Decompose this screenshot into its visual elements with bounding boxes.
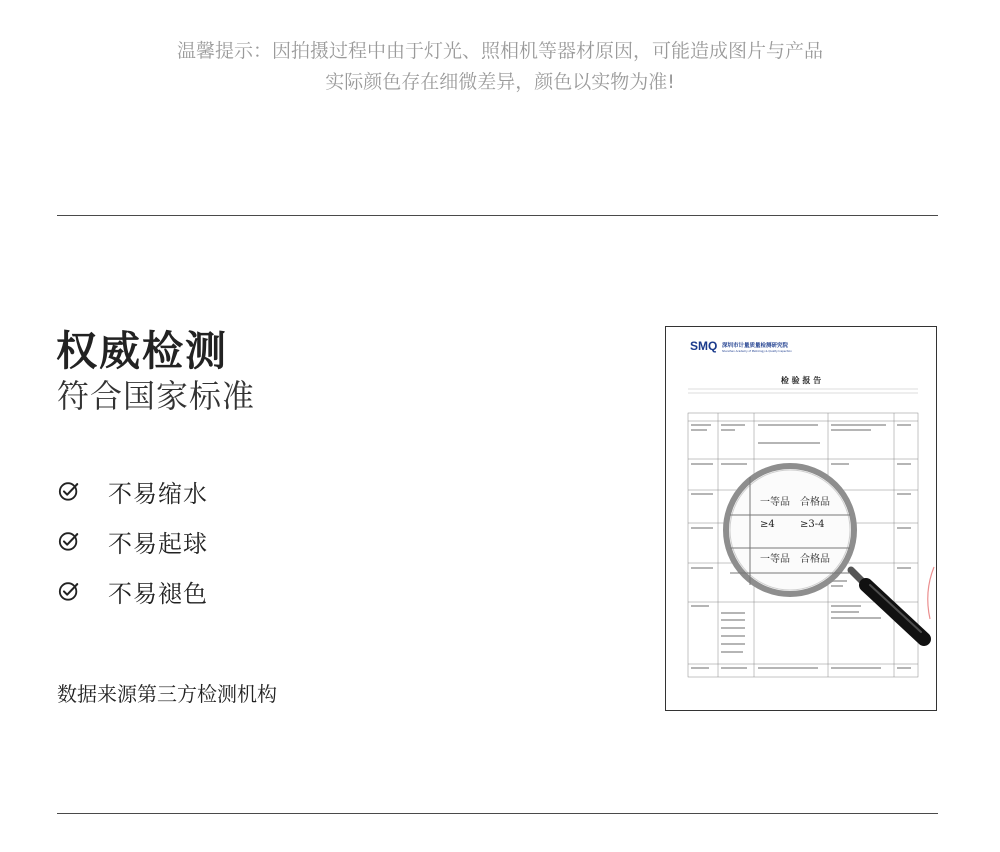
feature-item — [58, 516, 208, 566]
red-stamp — [928, 567, 934, 619]
inspection-report-image — [665, 326, 937, 711]
divider-top — [57, 215, 938, 216]
check-circle-icon — [58, 530, 80, 552]
magnified-grade-4: 合格品 — [800, 554, 830, 565]
section-subtitle: 符合国家标准 — [57, 377, 256, 415]
magnified-grade-2: 合格品 — [800, 497, 830, 508]
report-institute: 深圳市计量质量检测研究院 — [722, 343, 789, 349]
feature-label: 不易褪色 — [108, 579, 208, 608]
notice-line-2: 实际颜色存在细微差异，颜色以实物为准! — [325, 71, 675, 93]
feature-list — [58, 466, 208, 616]
magnifier-icon — [726, 466, 924, 639]
report-heading: 检 验 报 告 — [780, 376, 822, 385]
notice-line-1: 温馨提示：因拍摄过程中由于灯光、照相机等器材原因，可能造成图片与产品 — [176, 40, 823, 62]
magnified-grade-3: 一等品 — [760, 554, 790, 565]
feature-item — [58, 566, 208, 616]
feature-item — [58, 466, 208, 516]
report-logo: SMQ — [690, 339, 718, 353]
section-title: 权威检测 — [56, 327, 228, 375]
data-source-note: 数据来源第三方检测机构 — [57, 682, 277, 706]
feature-label: 不易起球 — [108, 529, 208, 558]
report-institute-en: Shenzhen Academy of Metrology & Quality Inspection — [722, 350, 792, 353]
magnified-grade-1: 一等品 — [760, 497, 790, 508]
magnified-value-2: ≥3-4 — [800, 519, 825, 530]
notice-text — [0, 36, 1000, 98]
magnified-value-1: ≥4 — [760, 519, 775, 530]
check-circle-icon — [58, 580, 80, 602]
feature-label: 不易缩水 — [108, 479, 208, 508]
check-circle-icon — [58, 480, 80, 502]
divider-bottom — [57, 813, 938, 814]
